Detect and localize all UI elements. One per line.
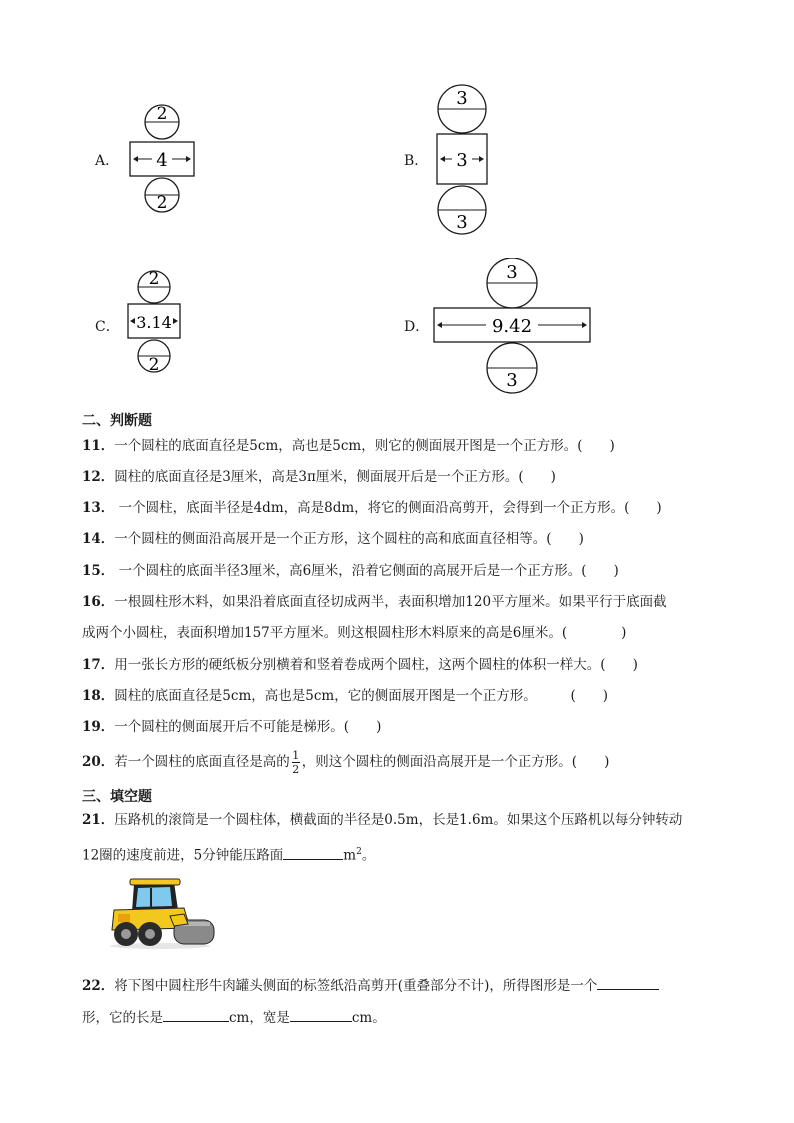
- question-21-line-1: [82, 810, 682, 830]
- question-text: 若一个圆柱的底面直径是高的: [114, 754, 290, 770]
- question-number: 19．: [82, 719, 115, 735]
- question-text: 形，它的长是: [82, 1010, 163, 1026]
- question-16: [82, 592, 667, 612]
- option-c-label: C．: [95, 319, 120, 335]
- question-text: 一个圆柱的侧面沿高展开是一个正方形，这个圆柱的高和底面直径相等。( ): [114, 531, 584, 547]
- question-17: [82, 655, 638, 675]
- option-b-middle-value: 3: [456, 150, 468, 171]
- question-text-end: cm。: [351, 1010, 386, 1026]
- question-text: 压路机的滚筒是一个圆柱体，横截面的半径是0.5m，长是1.6m。如果这个压路机以每分钟转动: [114, 812, 683, 828]
- question-number: 12．: [82, 469, 115, 485]
- option-d-net: [430, 258, 594, 394]
- question-text: 一个圆柱，底面半径是4dm，高是8dm，将它的侧面沿高剪开，会得到一个正方形。( ): [114, 500, 662, 516]
- question-text: 一根圆柱形木料，如果沿着底面直径切成两半，表面积增加120平方厘米。如果平行于底面截: [114, 594, 667, 610]
- fraction-numerator: 1: [292, 749, 300, 762]
- question-21-line-2: [82, 842, 375, 866]
- question-number: 14．: [82, 531, 115, 547]
- question-15: [82, 561, 619, 581]
- question-number: 17．: [82, 657, 115, 673]
- option-b-top-value: 3: [456, 88, 468, 109]
- answer-blank-area[interactable]: [283, 847, 343, 860]
- question-18: [82, 686, 608, 706]
- question-text: 12圈的速度前进，5分钟能压路面: [82, 847, 284, 864]
- option-a-label: A．: [95, 153, 120, 169]
- option-a-top-value: 2: [156, 104, 168, 124]
- fraction-one-half: [292, 750, 300, 775]
- option-a-bottom-value: 2: [156, 193, 168, 213]
- question-number: 16．: [82, 594, 115, 610]
- question-22-line-2: [82, 1008, 386, 1028]
- section-title-fill-blank: 三、填空题: [82, 789, 152, 805]
- question-text: 一个圆柱的底面半径3厘米，高6厘米，沿着它侧面的高展开后是一个正方形。( ): [114, 563, 619, 579]
- option-a-net: [126, 104, 198, 214]
- question-number: 18．: [82, 688, 115, 704]
- question-number: 20．: [82, 754, 115, 770]
- option-c-top-value: 2: [148, 270, 160, 289]
- answer-blank-shape[interactable]: [597, 977, 659, 990]
- fraction-denominator: 2: [292, 763, 300, 776]
- question-text-end: ，则这个圆柱的侧面沿高展开是一个正方形。( ): [301, 754, 610, 770]
- question-14: [82, 529, 584, 549]
- option-d-label: D．: [404, 319, 430, 335]
- option-c-middle-value: 3.14: [136, 313, 172, 332]
- question-13: [82, 498, 662, 518]
- option-b-label: B．: [404, 153, 429, 169]
- question-12: [82, 467, 556, 487]
- answer-blank-width[interactable]: [290, 1009, 352, 1022]
- question-number: 13．: [82, 500, 115, 516]
- road-roller-illustration: [104, 876, 216, 950]
- section-title-judgement: 二、判断题: [82, 413, 152, 429]
- question-19: [82, 717, 381, 737]
- question-20: [82, 750, 609, 775]
- question-number: 11．: [82, 438, 115, 454]
- option-c-bottom-value: 2: [148, 355, 160, 375]
- option-d-bottom-value: 3: [506, 370, 518, 391]
- question-22-line-1: [82, 976, 659, 996]
- option-b-net: [432, 84, 492, 236]
- question-text: 一个圆柱的侧面展开后不可能是梯形。( ): [114, 719, 382, 735]
- question-text: 圆柱的底面直径是3厘米，高是3π厘米，侧面展开后是一个正方形。( ): [114, 469, 556, 485]
- question-text: 用一张长方形的硬纸板分别横着和竖着卷成两个圆柱，这两个圆柱的体积一样大。( ): [114, 657, 638, 673]
- answer-blank-length[interactable]: [163, 1009, 229, 1022]
- option-d-middle-value: 9.42: [491, 316, 533, 337]
- question-16-continued: [82, 623, 626, 643]
- option-c-net: [124, 270, 184, 378]
- question-text-end: 。: [361, 847, 376, 864]
- question-number: 22．: [82, 978, 115, 994]
- question-11: [82, 436, 615, 456]
- option-b-bottom-value: 3: [456, 212, 468, 233]
- question-number: 15．: [82, 563, 115, 579]
- option-a-middle-value: 4: [156, 150, 168, 171]
- unit-superscript: 2: [356, 847, 362, 857]
- question-text: 一个圆柱的底面直径是5cm，高也是5cm，则它的侧面展开图是一个正方形。( ): [114, 438, 615, 454]
- question-text: 成两个小圆柱，表面积增加157平方厘米。则这根圆柱形木料原来的高是6厘米。( ): [82, 625, 627, 641]
- unit-text: m: [343, 847, 357, 864]
- question-text: 将下图中圆柱形牛肉罐头侧面的标签纸沿高剪开(重叠部分不计)，所得图形是一个: [114, 978, 598, 994]
- question-text: 圆柱的底面直径是5cm，高也是5cm，它的侧面展开图是一个正方形。 ( ): [114, 688, 608, 704]
- question-number: 21．: [82, 812, 115, 828]
- question-text: cm，宽是: [229, 1010, 290, 1026]
- option-d-top-value: 3: [506, 262, 518, 283]
